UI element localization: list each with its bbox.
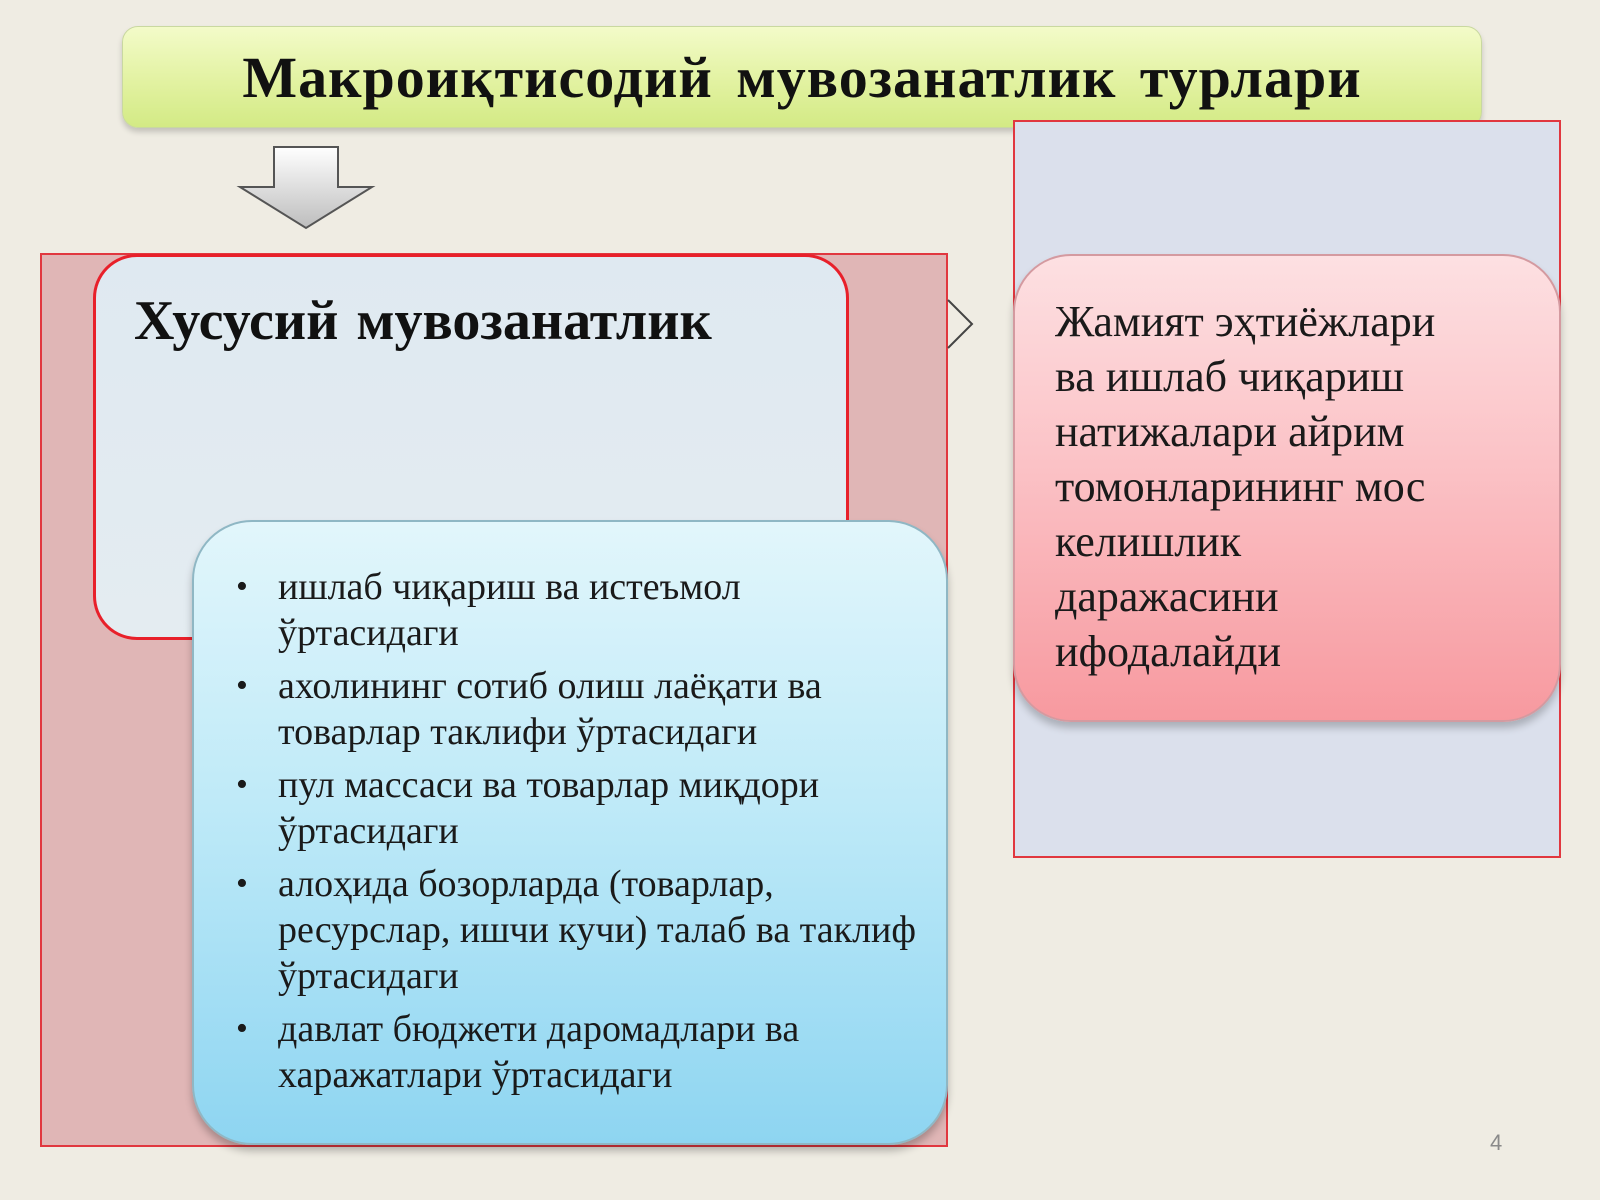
- bullet-icon: •: [236, 865, 248, 902]
- bullet-icon: •: [236, 1010, 248, 1047]
- chevron-right-icon: [945, 298, 975, 350]
- list-item: [236, 1006, 916, 1098]
- list-item-text: алоҳида бозорларда (товарлар, ресурслар, ишчи кучи) талаб ва таклиф ўртасидаги: [278, 863, 917, 997]
- private-equilibrium-list: [236, 564, 916, 1105]
- page-number: 4: [1490, 1130, 1503, 1155]
- list-item: [236, 861, 916, 999]
- list-item-text: давлат бюджети даромадлари ва харажатлари ўртасидаги: [278, 1008, 800, 1096]
- bullet-icon: •: [236, 667, 248, 704]
- bullet-icon: •: [236, 766, 248, 803]
- down-arrow-icon: [236, 145, 376, 230]
- title-bar: [122, 26, 1482, 128]
- list-item-text: ахолининг сотиб олиш лаёқати ва товарлар таклифи ўртасидаги: [278, 665, 822, 753]
- list-item: [236, 564, 916, 656]
- general-equilibrium-box: [1013, 254, 1561, 722]
- general-equilibrium-text: Жамият эҳтиёжлари ва ишлаб чиқариш натижалари айрим томонларининг мос келишлик даражасини ифодалайди: [1055, 297, 1436, 676]
- diagram-title: Макроиқтисодий мувозанатлик турлари: [242, 44, 1362, 110]
- list-item-text: ишлаб чиқариш ва истеъмол ўртасидаги: [278, 566, 741, 654]
- list-item-text: пул массаси ва товарлар миқдори ўртасидаги: [278, 764, 820, 852]
- private-equilibrium-list-box: [192, 520, 948, 1145]
- list-item: [236, 762, 916, 854]
- private-equilibrium-title: Хусусий мувозанатлик: [134, 290, 712, 352]
- bullet-icon: •: [236, 568, 248, 605]
- list-item: [236, 663, 916, 755]
